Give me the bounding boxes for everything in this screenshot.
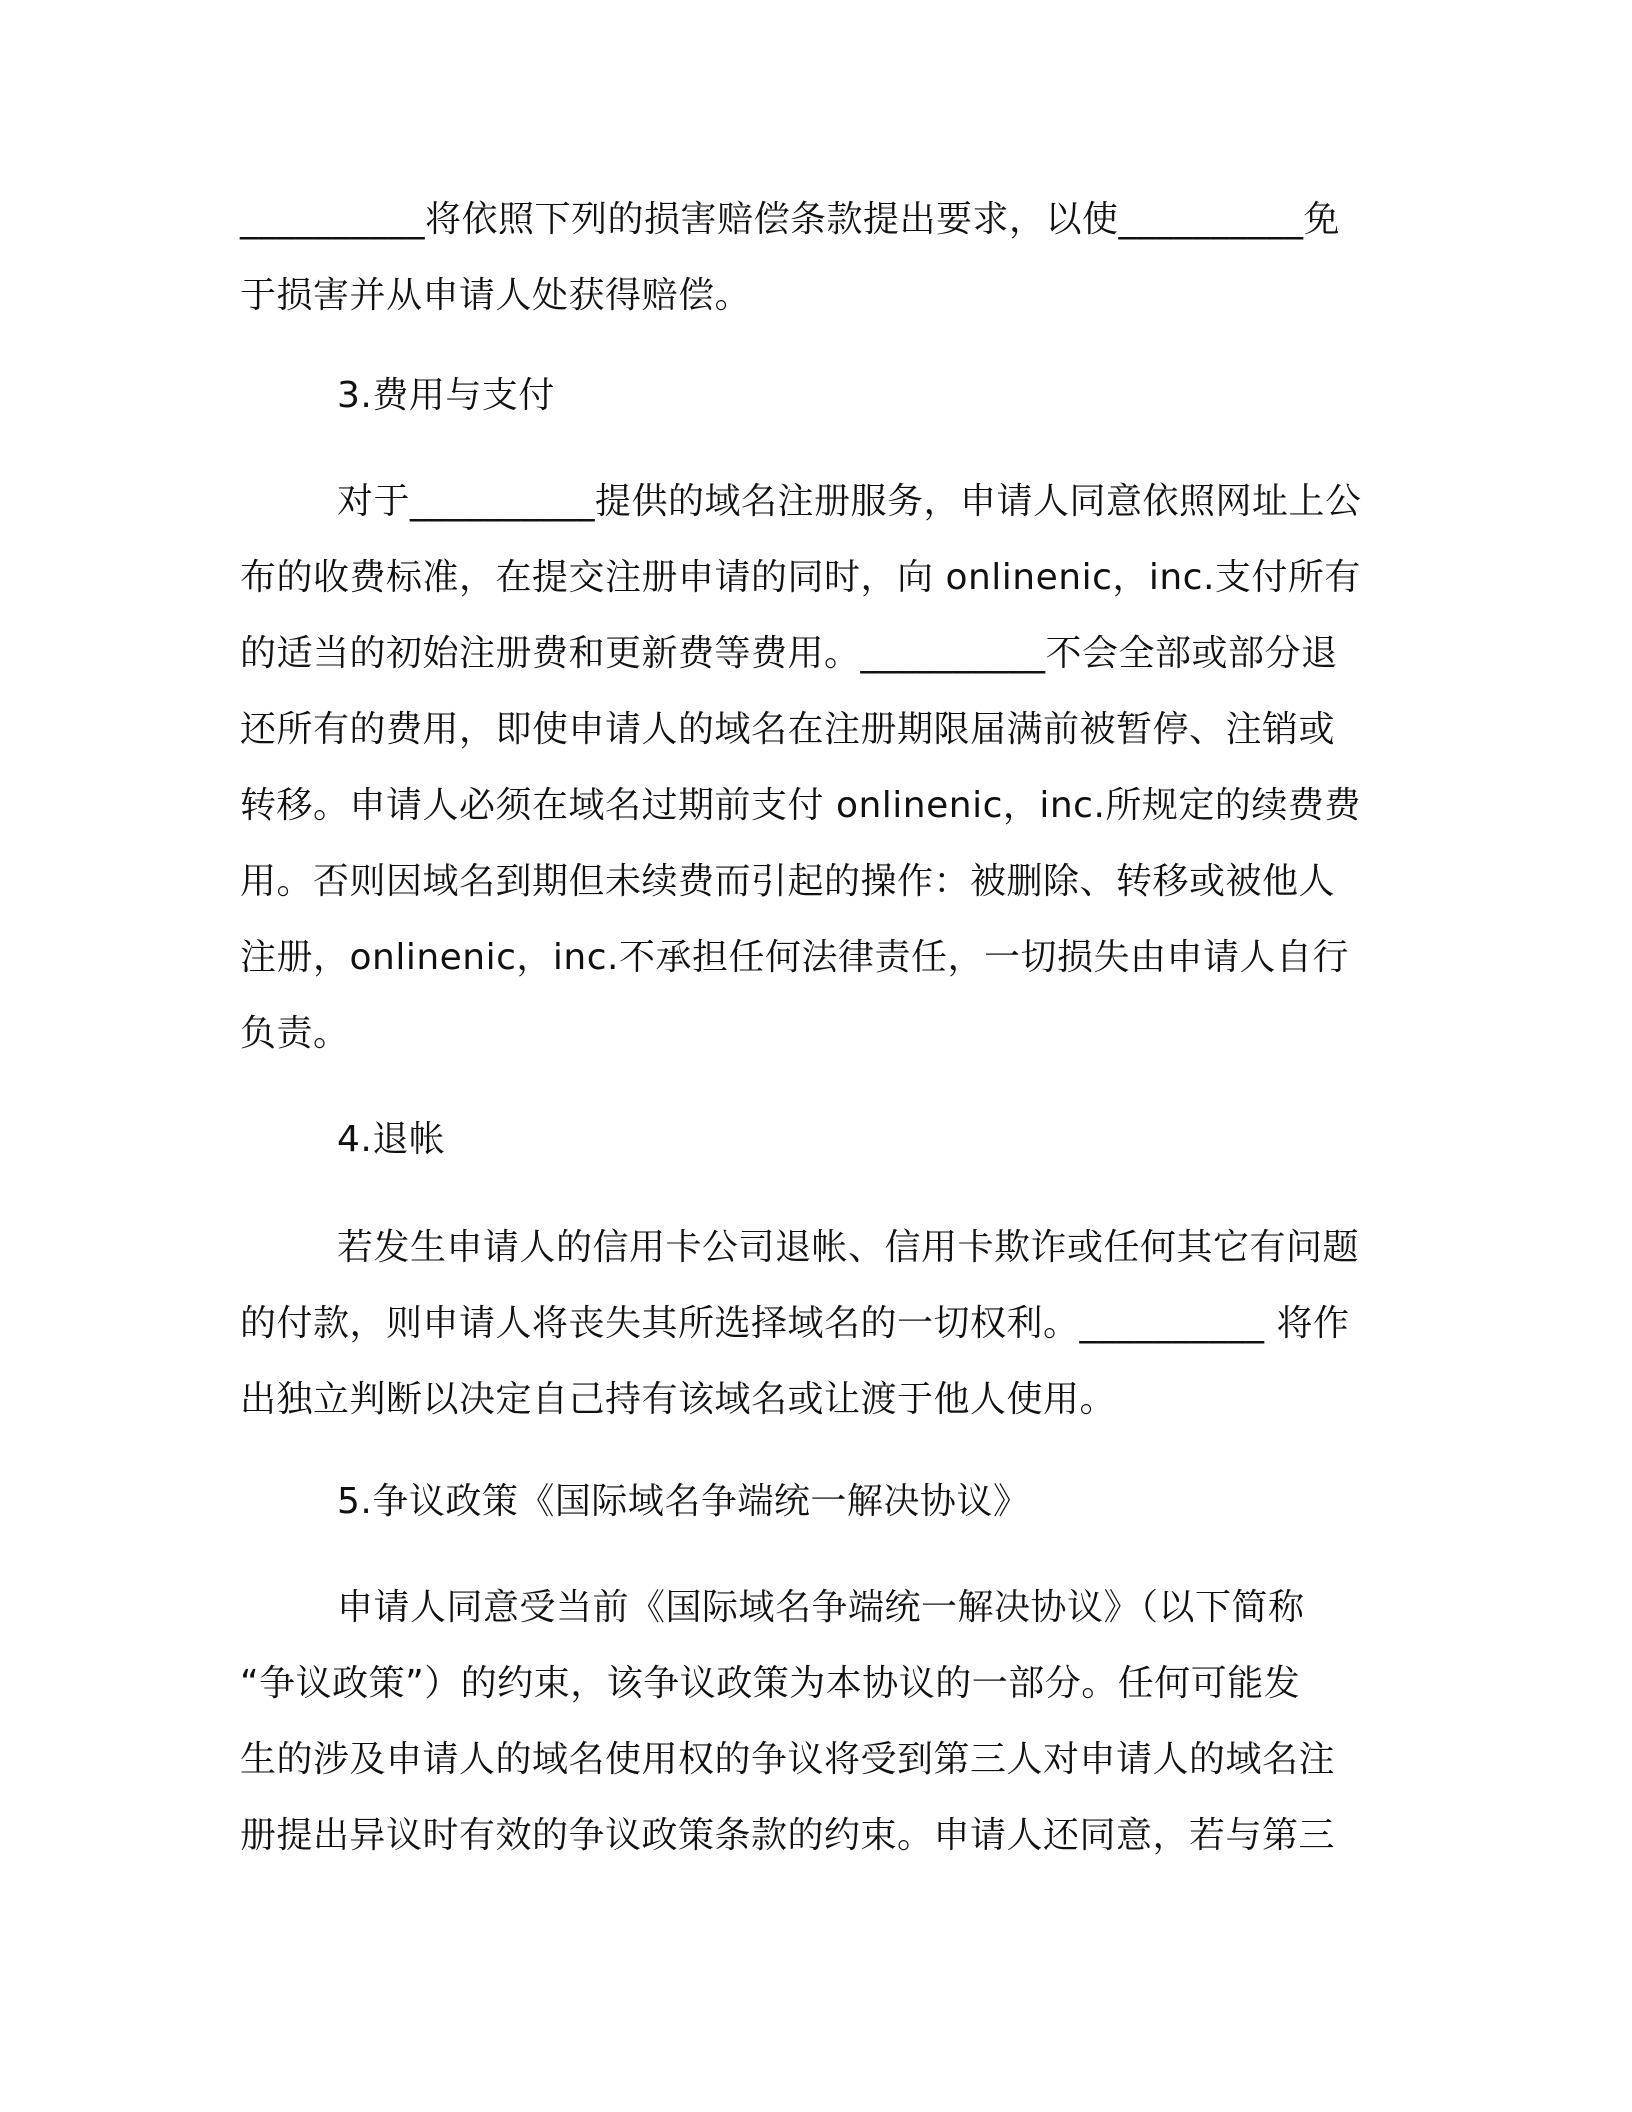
paragraph-line: “争议政策”）的约束，该争议政策为本协议的一部分。任何可能发 [240,1663,1301,1704]
section-heading-dispute-policy: 5.争议政策《国际域名争端统一解决协议》 [337,1481,1030,1522]
section-heading-fees: 3.费用与支付 [337,375,555,416]
paragraph-line: 还所有的费用，即使申请人的域名在注册期限届满前被暂停、注销或 [240,709,1336,750]
paragraph-line: 的适当的初始注册费和更新费等费用。__________不会全部或部分退 [240,633,1338,674]
paragraph-line: 于损害并从申请人处获得赔偿。 [240,275,752,316]
paragraph-line: 出独立判断以决定自己持有该域名或让渡于他人使用。 [240,1379,1117,1420]
paragraph-line: 布的收费标准，在提交注册申请的同时，向 onlinenic，inc.支付所有 [240,557,1361,598]
paragraph-line: 负责。 [240,1013,350,1054]
paragraph-line: 对于__________提供的域名注册服务，申请人同意依照网址上公 [337,481,1362,522]
paragraph-line: 转移。申请人必须在域名过期前支付 onlinenic，inc.所规定的续费费 [240,785,1361,826]
paragraph-line: 的付款，则申请人将丧失其所选择域名的一切权利。__________ 将作 [240,1303,1350,1344]
section-heading-chargeback: 4.退帐 [337,1119,446,1160]
paragraph-line: 若发生申请人的信用卡公司退帐、信用卡欺诈或任何其它有问题 [337,1227,1360,1268]
paragraph-line: 册提出异议时有效的争议政策条款的约束。申请人还同意，若与第三 [240,1815,1336,1856]
paragraph-line: 申请人同意受当前《国际域名争端统一解决协议》（以下简称 [337,1587,1305,1628]
paragraph-line: 注册，onlinenic，inc.不承担任何法律责任，一切损失由申请人自行 [240,937,1349,978]
paragraph-line: 用。否则因域名到期但未续费而引起的操作：被删除、转移或被他人 [240,861,1336,902]
paragraph-line: __________将依照下列的损害赔偿条款提出要求，以使__________免 [240,199,1341,240]
paragraph-line: 生的涉及申请人的域名使用权的争议将受到第三人对申请人的域名注 [240,1739,1336,1780]
